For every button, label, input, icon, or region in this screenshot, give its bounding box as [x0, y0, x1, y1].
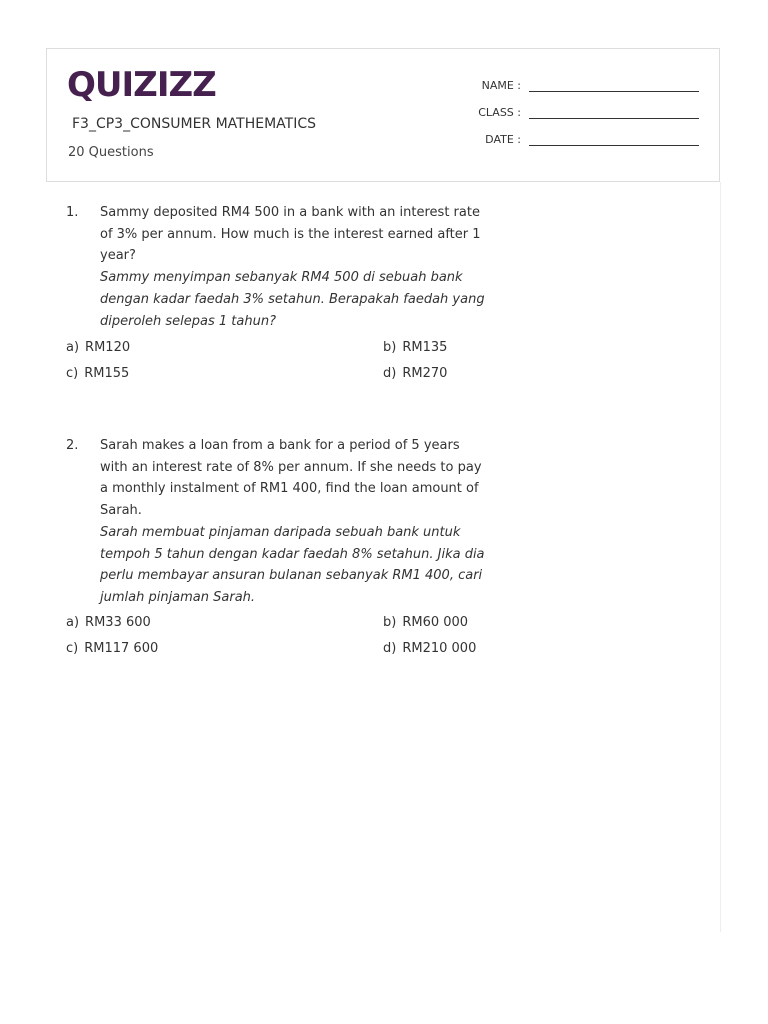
question-text-malay: Sammy menyimpan sebanyak RM4 500 di sebuah bank dengan kadar faedah 3% setahun. Berapakah faedah yang diperoleh selepas 1 tahun?	[100, 270, 485, 329]
option-b[interactable]: b) RM60 000	[383, 615, 469, 630]
option-a[interactable]: a) RM33 600	[66, 615, 151, 630]
question-number: 1.	[66, 205, 79, 220]
option-b[interactable]: b) RM135	[383, 340, 448, 355]
option-d[interactable]: d) RM270	[383, 366, 448, 381]
class-line	[529, 106, 699, 119]
question-text-malay: Sarah membuat pinjaman daripada sebuah bank untuk tempoh 5 tahun dengan kadar faedah 8% setahun. Jika dia perlu membayar ansuran bulanan sebanyak RM1 400, cari jumlah pinjaman Sarah.	[100, 524, 485, 605]
question-text	[100, 435, 485, 609]
question-text-english: Sarah makes a loan from a bank for a period of 5 years with an interest rate of 8% per annum. If she needs to pay a monthly instalment of RM1 400, find the loan amount of Sarah.	[100, 438, 482, 519]
name-line	[529, 79, 699, 92]
date-line	[529, 133, 699, 146]
page-border-right	[720, 182, 721, 932]
quizizz-logo: QUIZIZZ	[67, 65, 216, 105]
question-text-english: Sammy deposited RM4 500 in a bank with an interest rate of 3% per annum. How much is the interest earned after 1 year?	[100, 205, 481, 264]
class-field	[461, 106, 699, 119]
option-c[interactable]: c) RM117 600	[66, 641, 159, 656]
option-d[interactable]: d) RM210 000	[383, 641, 477, 656]
name-label: NAME :	[481, 79, 521, 92]
name-field	[461, 79, 699, 92]
question-number: 2.	[66, 438, 79, 453]
option-a[interactable]: a) RM120	[66, 340, 131, 355]
date-label: DATE :	[485, 133, 521, 146]
option-c[interactable]: c) RM155	[66, 366, 130, 381]
date-field	[461, 133, 699, 146]
question-text	[100, 202, 485, 332]
worksheet-header	[46, 48, 720, 182]
question-count: 20 Questions	[68, 145, 154, 160]
quiz-title: F3_CP3_CONSUMER MATHEMATICS	[72, 116, 316, 132]
class-label: CLASS :	[478, 106, 521, 119]
